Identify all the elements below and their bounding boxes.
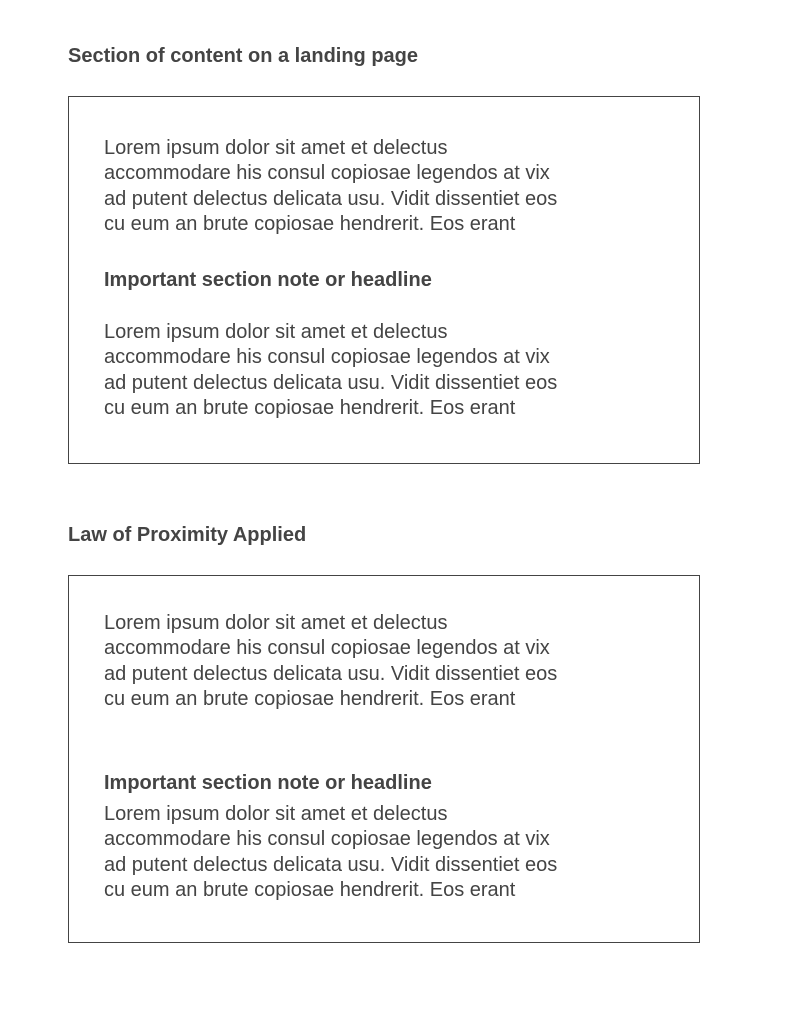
- paragraph-line: ad putent delectus delicata usu. Vidit dissentiet eos: [104, 187, 558, 210]
- section-note-headline: Important section note or headline: [104, 269, 432, 291]
- content-card: [68, 96, 700, 464]
- card-paragraph: [104, 320, 604, 421]
- paragraph-line: Lorem ipsum dolor sit amet et delectus: [104, 612, 448, 634]
- paragraph-line: cu eum an brute copiosae hendrerit. Eos erant: [104, 878, 516, 901]
- paragraph-line: ad putent delectus delicata usu. Vidit dissentiet eos: [104, 853, 558, 876]
- paragraph-line: Lorem ipsum dolor sit amet et delectus: [104, 137, 448, 159]
- paragraph-line: cu eum an brute copiosae hendrerit. Eos erant: [104, 212, 516, 235]
- section-title: Section of content on a landing page: [68, 45, 419, 67]
- content-card: [68, 575, 700, 943]
- paragraph-line: accommodare his consul copiosae legendos at vix: [104, 346, 550, 369]
- paragraph-line: accommodare his consul copiosae legendos at vix: [104, 162, 550, 185]
- paragraph-line: ad putent delectus delicata usu. Vidit dissentiet eos: [104, 662, 558, 685]
- section-note-headline: Important section note or headline: [104, 772, 432, 794]
- card-paragraph: [104, 611, 604, 712]
- section-title: Law of Proximity Applied: [68, 524, 307, 546]
- paragraph-line: accommodare his consul copiosae legendos at vix: [104, 828, 550, 851]
- paragraph-line: cu eum an brute copiosae hendrerit. Eos erant: [104, 687, 516, 710]
- paragraph-line: accommodare his consul copiosae legendos at vix: [104, 637, 550, 660]
- paragraph-line: cu eum an brute copiosae hendrerit. Eos erant: [104, 396, 516, 419]
- paragraph-line: ad putent delectus delicata usu. Vidit dissentiet eos: [104, 371, 558, 394]
- card-paragraph: [104, 136, 604, 237]
- card-paragraph: [104, 802, 604, 903]
- paragraph-line: Lorem ipsum dolor sit amet et delectus: [104, 803, 448, 825]
- paragraph-line: Lorem ipsum dolor sit amet et delectus: [104, 321, 448, 343]
